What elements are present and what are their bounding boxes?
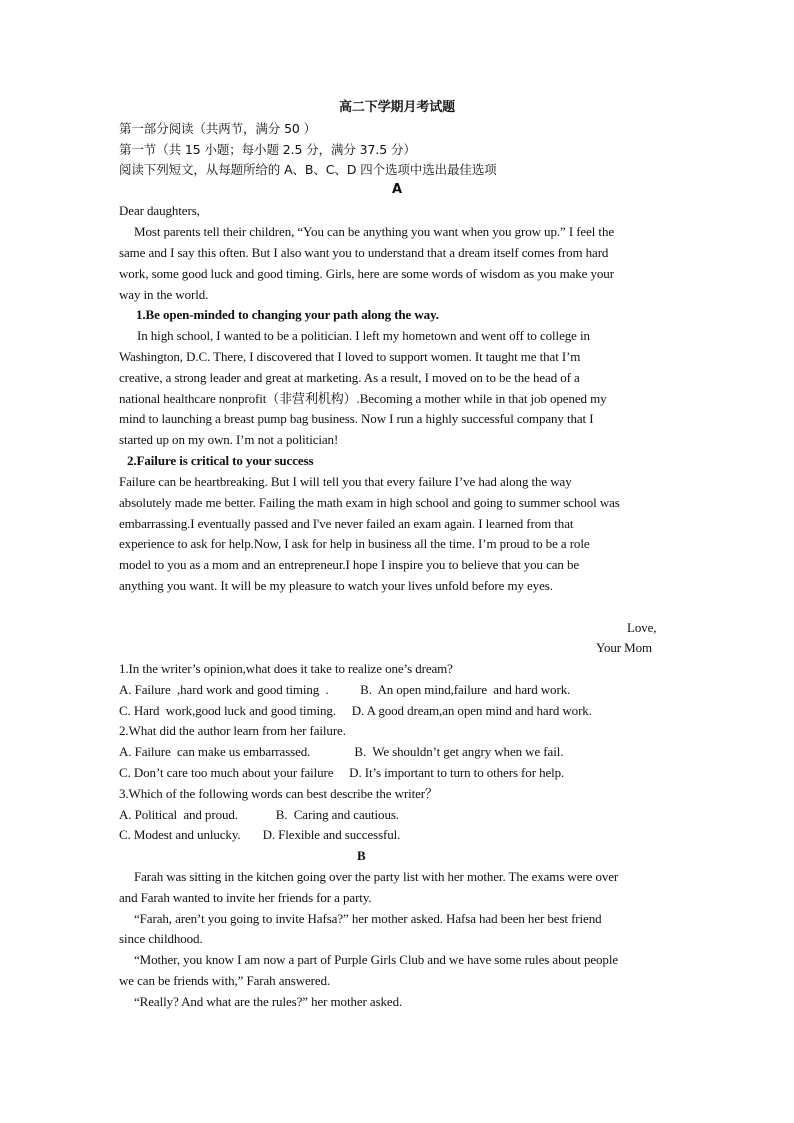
passage-line: Washington, D.C. There, I discovered that I loved to support women. It taught me that I’m xyxy=(119,349,581,364)
passage-line: and Farah wanted to invite her friends for a party. xyxy=(119,890,372,905)
section-heading-1: 1.Be open-minded to changing your path along the way. xyxy=(136,307,439,322)
question-3-options-ab: A. Political and proud. B. Caring and cautious. xyxy=(119,807,399,822)
passage-line: embarrassing.I eventually passed and I've never failed an exam again. I learned from that xyxy=(119,516,574,531)
passage-line: “Farah, aren’t you going to invite Hafsa?” her mother asked. Hafsa had been her best friend xyxy=(134,911,602,926)
passage-a-label: A xyxy=(392,182,402,197)
letter-signature: Your Mom xyxy=(596,640,653,655)
question-2: 2.What did the author learn from her failure. xyxy=(119,723,346,738)
passage-line: experience to ask for help.Now, I ask for help in business all the time. I’m proud to be a role xyxy=(119,536,590,551)
passage-line: “Mother, you know I am now a part of Purple Girls Club and we have some rules about people xyxy=(134,952,619,967)
letter-greeting: Dear daughters, xyxy=(119,203,200,218)
passage-line: work, some good luck and good timing. Girls, here are some words of wisdom as you make your xyxy=(119,266,614,281)
question-2-options-cd: C. Don’t care too much about your failure D. It’s important to turn to others for help. xyxy=(119,765,565,780)
passage-line: national healthcare nonprofit（非营利机构）.Becoming a mother while in that job opened my xyxy=(119,391,607,406)
passage-line: absolutely made me better. Failing the math exam in high school and going to summer school was xyxy=(119,495,620,510)
letter-closing: Love, xyxy=(627,620,657,635)
passage-b-label: B xyxy=(357,848,366,863)
question-1: 1.In the writer’s opinion,what does it take to realize one’s dream? xyxy=(119,661,453,676)
passage-line: Farah was sitting in the kitchen going over the party list with her mother. The exams were over xyxy=(134,869,619,884)
passage-line: In high school, I wanted to be a politician. I left my hometown and went off to college in xyxy=(137,328,590,343)
section-heading: 第一节（共 15 小题；每小题 2.5 分，满分 37.5 分） xyxy=(119,142,416,157)
question-3: 3.Which of the following words can best describe the writer？ xyxy=(119,786,438,801)
passage-line: since childhood. xyxy=(119,931,203,946)
passage-line: started up on my own. I’m not a politician! xyxy=(119,432,339,447)
question-2-options-ab: A. Failure can make us embarrassed. B. We shouldn’t get angry when we fail. xyxy=(119,744,564,759)
question-1-options-ab: A. Failure ,hard work and good timing . B. An open mind,failure and hard work. xyxy=(119,682,571,697)
question-3-options-cd: C. Modest and unlucky. D. Flexible and successful. xyxy=(119,827,401,842)
section-heading-2: 2.Failure is critical to your success xyxy=(127,453,314,468)
passage-line: creative, a strong leader and great at marketing. As a result, I moved on to be the head of a xyxy=(119,370,580,385)
passage-line: same and I say this often. But I also want you to understand that a dream itself comes from hard xyxy=(119,245,609,260)
passage-line: mind to launching a breast pump bag business. Now I run a highly successful company that I xyxy=(119,411,594,426)
passage-line: “Really? And what are the rules?” her mother asked. xyxy=(134,994,403,1009)
passage-line: Failure can be heartbreaking. But I will tell you that every failure I’ve had along the way xyxy=(119,474,572,489)
part-heading: 第一部分阅读（共两节，满分 50 ） xyxy=(119,121,317,136)
exam-title: 高二下学期月考试题 xyxy=(338,100,456,115)
question-1-options-cd: C. Hard work,good luck and good timing. D. A good dream,an open mind and hard work. xyxy=(119,703,592,718)
passage-line: Most parents tell their children, “You can be anything you want when you grow up.” I feel the xyxy=(134,224,615,239)
passage-line: way in the world. xyxy=(119,287,209,302)
passage-line: we can be friends with,” Farah answered. xyxy=(119,973,331,988)
passage-line: anything you want. It will be my pleasure to watch your lives unfold before my eyes. xyxy=(119,578,553,593)
passage-line: model to you as a mom and an entrepreneur.I hope I inspire you to believe that you can be xyxy=(119,557,580,572)
instruction-text: 阅读下列短文，从每题所给的 A、B、C、D 四个选项中选出最佳选项 xyxy=(119,162,497,177)
